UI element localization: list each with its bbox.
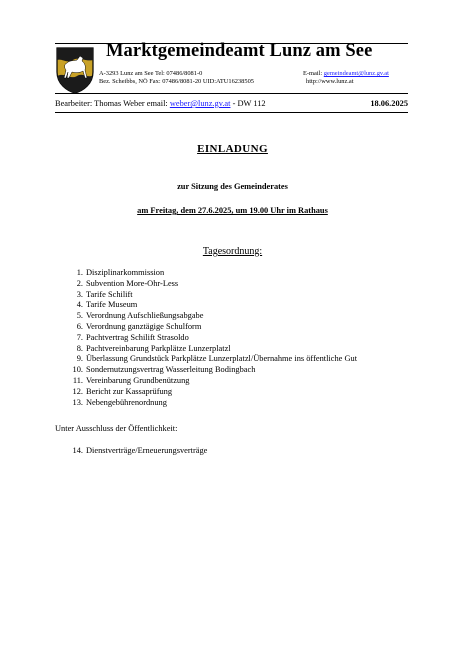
agenda-item: 6. Verordnung ganztägige Schulform [76, 321, 202, 331]
header-rule [55, 93, 408, 94]
meeting-date-line: am Freitag, dem 27.6.2025, um 19.00 Uhr im Rathaus [137, 206, 328, 215]
editor-email-link[interactable]: weber@lunz.gv.at [169, 99, 231, 108]
agenda-item: 14. Dienstverträge/Erneuerungsverträge [72, 446, 208, 455]
agenda-title: Tagesordnung: [202, 246, 263, 257]
heading-invitation: EINLADUNG [197, 143, 268, 155]
agenda-item: 8. Pachtvereinbarung Parkplätze Lunzerplatzl [76, 343, 231, 353]
document-date: 18.06.2025 [370, 99, 408, 108]
address-line-2: Bez. Scheibbs, NÖ Fax: 07486/8081-20 UID:ATU16238505 [99, 78, 254, 85]
closed-agenda-list [69, 446, 207, 455]
editor-rule [55, 112, 408, 113]
agenda-item: 3. Tarife Schilift [76, 289, 133, 299]
email-label: E-mail: [303, 70, 323, 77]
agenda-item: 11. Vereinbarung Grundbenützung [72, 375, 190, 385]
agenda-item: 12. Bericht zur Kassaprüfung [72, 386, 173, 396]
agenda-item: 9. Überlassung Grundstück Parkplätze Lunzerplatzl/Übernahme ins öffentliche Gut [76, 354, 358, 364]
email-link[interactable]: gemeindeamt@lunz.gv.at [323, 70, 389, 77]
coat-of-arms-horse-icon [55, 46, 95, 94]
agenda-item: 7. Pachtvertrag Schilift Strasoldo [76, 332, 189, 342]
subheading: zur Sitzung des Gemeinderates [177, 182, 288, 191]
page-title: Marktgemeindeamt Lunz am See [106, 41, 373, 61]
editor-prefix: Bearbeiter: Thomas Weber email: [55, 99, 168, 108]
editor-suffix: - DW 112 [232, 99, 266, 108]
closed-session-label: Unter Ausschluss der Öffentlichkeit: [55, 424, 178, 433]
editor-line [55, 99, 266, 108]
agenda-item: 4. Tarife Museum [76, 300, 138, 310]
agenda-item: 1. Disziplinarkommission [76, 268, 165, 277]
address-line-1: A-3293 Lunz am See Tel: 07486/8081-0 [99, 70, 203, 77]
agenda-item: 10. Sondernutzungsvertrag Wasserleitung Bodingbach [72, 365, 256, 375]
email-block [303, 70, 389, 78]
website-text: http://www.lunz.at [306, 78, 354, 85]
agenda-item: 13. Nebengebührenordnung [72, 397, 167, 407]
agenda-item: 2. Subvention More-Ohr-Less [76, 278, 179, 288]
agenda-item: 5. Verordnung Aufschließungsabgabe [76, 311, 204, 321]
agenda-list [69, 268, 357, 408]
